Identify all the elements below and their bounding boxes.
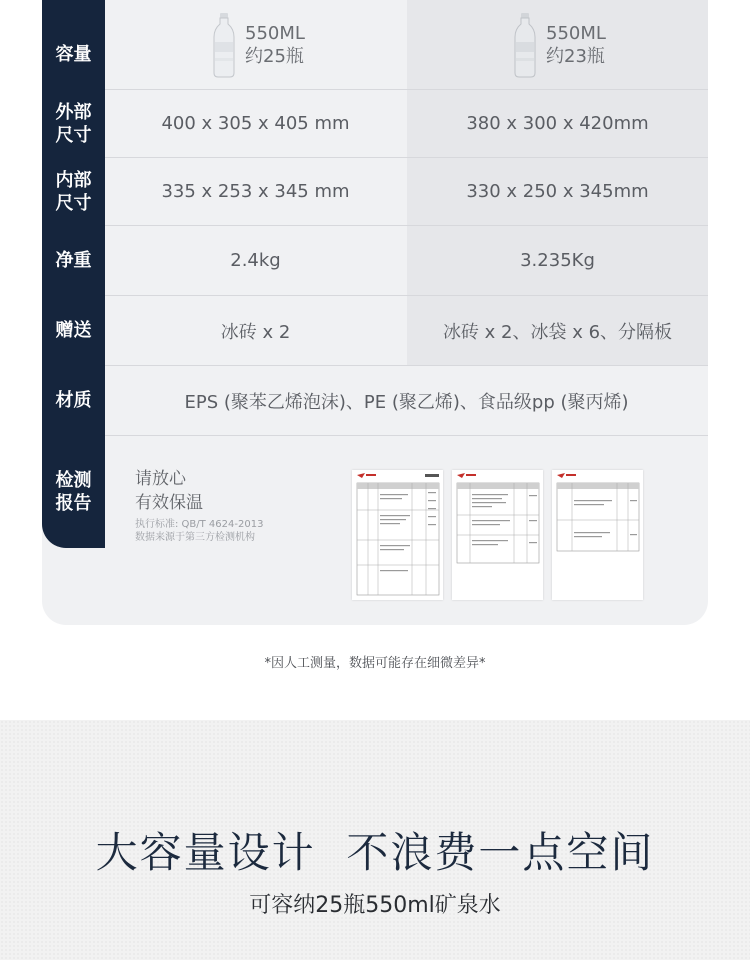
row-divider xyxy=(105,435,708,436)
capacity-col2 xyxy=(514,12,606,78)
report-summary xyxy=(135,467,263,544)
gifts-col2: 冰砖 x 2、冰袋 x 6、分隔板 xyxy=(442,321,673,343)
label-test-report: 检测 报告 xyxy=(55,470,92,514)
label-capacity: 容量 xyxy=(55,44,92,65)
net-weight-col1: 2.4kg xyxy=(230,250,281,271)
report-standard: 执行标准: QB/T 4624-2013 xyxy=(135,519,264,530)
capacity-count: 约23瓶 xyxy=(546,46,605,67)
net-weight-col2: 3.235Kg xyxy=(520,250,595,271)
report-document-thumbnail xyxy=(452,470,543,600)
label-inner-size: 内部 尺寸 xyxy=(55,169,92,214)
measurement-note: *因人工测量，数据可能存在细微差异* xyxy=(264,656,486,671)
inner-size-col1: 335 x 253 x 345 mm xyxy=(161,181,350,202)
material-value: EPS (聚苯乙烯泡沫)、PE (聚乙烯)、食品级pp (聚丙烯) xyxy=(184,391,629,413)
water-bottle-icon xyxy=(514,12,536,78)
promo-subline: 可容纳25瓶550ml矿泉水 xyxy=(249,893,501,918)
inner-size-col2: 330 x 250 x 345mm xyxy=(466,181,649,202)
gifts-col1: 冰砖 x 2 xyxy=(220,321,291,343)
capacity-count: 约25瓶 xyxy=(245,46,304,67)
capacity-volume: 550ML xyxy=(546,23,606,44)
promo-headline: 大容量设计 不浪费一点空间 xyxy=(95,828,655,877)
label-gifts: 赠送 xyxy=(55,320,92,341)
test-report-image xyxy=(452,470,543,600)
test-report-image xyxy=(552,470,643,600)
label-material: 材质 xyxy=(55,390,92,411)
label-outer-size: 外部 尺寸 xyxy=(55,101,92,146)
report-document-thumbnail xyxy=(552,470,643,600)
report-document-thumbnail xyxy=(352,470,443,600)
capacity-volume: 550ML xyxy=(245,23,305,44)
report-source: 数据来源于第三方检测机构 xyxy=(135,532,255,543)
test-report-image xyxy=(352,470,443,600)
report-line-1: 请放心 xyxy=(135,469,186,489)
label-net-weight: 净重 xyxy=(55,250,92,271)
water-bottle-icon xyxy=(213,12,235,78)
report-line-2: 有效保温 xyxy=(135,493,203,513)
capacity-col1 xyxy=(213,12,305,78)
outer-size-col1: 400 x 305 x 405 mm xyxy=(161,113,350,134)
outer-size-col2: 380 x 300 x 420mm xyxy=(466,113,649,134)
